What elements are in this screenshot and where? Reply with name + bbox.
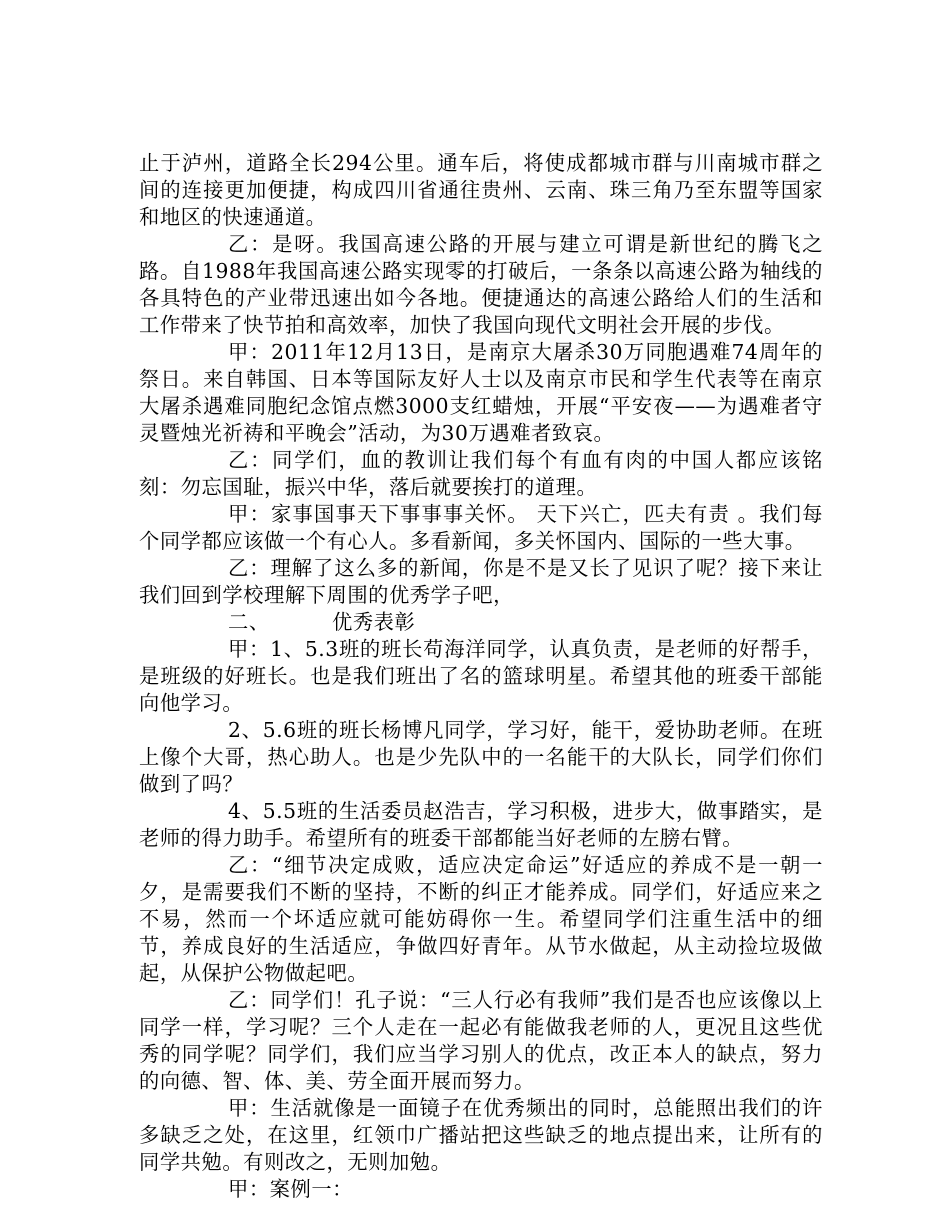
paragraph: 乙：同学们！孔子说：“三人行必有我师”我们是否也应该像以上同学一样，学习呢？三个人走在一起必有能做我老师的人，更况且这些优秀的同学呢？同学们，我们应当学习别人的优点，改正本人的缺点，努力的向德、智、体、美、劳全面开展而努力。 — [139, 988, 823, 1093]
paragraph: 甲：1、5.3班的班长苟海洋同学，认真负责，是老师的好帮手，是班级的好班长。也是我们班出了名的篮球明星。希望其他的班委干部能向他学习。 — [139, 637, 823, 715]
paragraph: 2、5.6班的班长杨博凡同学，学习好，能干，爱协助老师。在班上像个大哥，热心助人。也是少先队中的一名能干的大队长，同学们你们做到了吗？ — [139, 718, 823, 796]
section-title: 优秀表彰 — [332, 610, 416, 634]
paragraph: 乙：同学们，血的教训让我们每个有血有肉的中国人都应该铭刻：勿忘国耻，振兴中华，落后就要挨打的道理。 — [139, 448, 823, 499]
paragraph: 止于泸州，道路全长294公里。通车后，将使成都城市群与川南城市群之间的连接更加便捷，构成四川省通往贵州、云南、珠三角乃至东盟等国家和地区的快速通道。 — [139, 151, 823, 229]
paragraph: 甲：生活就像是一面镜子在优秀频出的同时，总能照出我们的许多缺乏之处，在这里，红领巾广播站把这些缺乏的地点提出来，让所有的同学共勉。有则改之，无则加勉。 — [139, 1096, 823, 1174]
section-heading — [139, 609, 823, 636]
paragraph: 甲：家事国事天下事事事关怀。 天下兴亡，匹夫有责 。我们每个同学都应该做一个有心人。多看新闻，多关怀国内、国际的一些大事。 — [139, 502, 823, 553]
paragraph: 乙：理解了这么多的新闻，你是不是又长了见识了呢？接下来让我们回到学校理解下周围的优秀学子吧， — [139, 556, 823, 607]
section-number: 二、 — [228, 610, 270, 634]
paragraph: 4、5.5班的生活委员赵浩吉，学习积极，进步大，做事踏实，是老师的得力助手。希望所有的班委干部都能当好老师的左膀右臂。 — [139, 799, 823, 850]
paragraph: 甲：案例一： — [228, 1177, 353, 1201]
paragraph: 乙：“细节决定成败，适应决定命运”好适应的养成不是一朝一夕，是需要我们不断的坚持，不断的纠正才能养成。同学们，好适应来之不易，然而一个坏适应就可能妨碍你一生。希望同学们注重生活中的细节，养成良好的生活适应，争做四好青年。从节水做起，从主动捡垃圾做起，从保护公物做起吧。 — [139, 853, 823, 985]
document-page — [139, 150, 823, 1203]
paragraph: 甲：2011年12月13日，是南京大屠杀30万同胞遇难74周年的祭日。来自韩国、日本等国际友好人士以及南京市民和学生代表等在南京大屠杀遇难同胞纪念馆点燃3000支红蜡烛，开展“平安夜——为遇难者守灵暨烛光祈祷和平晚会”活动，为30万遇难者致哀。 — [139, 340, 823, 445]
paragraph: 乙：是呀。我国高速公路的开展与建立可谓是新世纪的腾飞之路。自1988年我国高速公路实现零的打破后，一条条以高速公路为轴线的各具特色的产业带迅速出如今各地。便捷通达的高速公路给人们的生活和工作带来了快节拍和高效率，加快了我国向现代文明社会开展的步伐。 — [139, 232, 823, 337]
